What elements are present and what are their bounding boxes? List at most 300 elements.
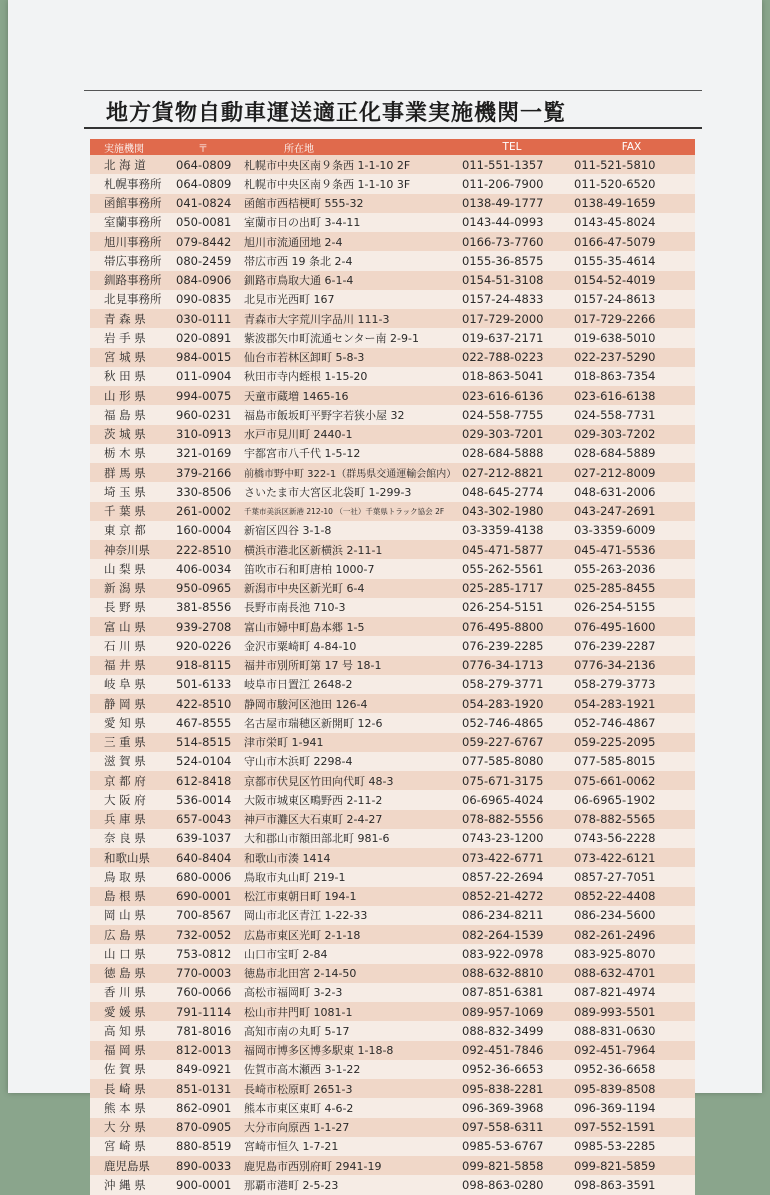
- cell-fax: 055-263-2036: [568, 559, 695, 578]
- cell-tel: 045-471-5877: [456, 540, 568, 559]
- table-row: [90, 1021, 695, 1040]
- header-zip: 〒: [176, 139, 244, 155]
- cell-org: 神奈川県: [90, 540, 176, 559]
- cell-fax: 027-212-8009: [568, 463, 695, 482]
- cell-org: 北見事務所: [90, 290, 176, 309]
- cell-tel: 083-922-0978: [456, 944, 568, 963]
- page-title: 地方貨物自動車運送適正化事業実施機関一覧: [106, 101, 567, 126]
- cell-address: 福島市飯坂町平野字若狭小屋 32: [244, 405, 456, 424]
- table-row: [90, 1175, 695, 1194]
- cell-org: 山 口 県: [90, 944, 176, 963]
- cell-tel: 055-262-5561: [456, 559, 568, 578]
- cell-tel: 076-239-2285: [456, 636, 568, 655]
- cell-fax: 0143-45-8024: [568, 213, 695, 232]
- cell-zip: 079-8442: [176, 232, 244, 251]
- cell-zip: 984-0015: [176, 348, 244, 367]
- cell-zip: 700-8567: [176, 906, 244, 925]
- header-fax: FAX: [568, 139, 695, 155]
- cell-address: 青森市大字荒川字品川 111-3: [244, 309, 456, 328]
- cell-tel: 088-832-3499: [456, 1021, 568, 1040]
- cell-fax: 024-558-7731: [568, 405, 695, 424]
- cell-zip: 812-0013: [176, 1041, 244, 1060]
- cell-tel: 0155-36-8575: [456, 251, 568, 270]
- table-row: [90, 444, 695, 463]
- cell-fax: 087-821-4974: [568, 983, 695, 1002]
- cell-address: 富山市婦中町島本郷 1-5: [244, 617, 456, 636]
- cell-zip: 890-0033: [176, 1156, 244, 1175]
- table-row: [90, 251, 695, 270]
- cell-zip: 011-0904: [176, 367, 244, 386]
- cell-fax: 0857-27-7051: [568, 867, 695, 886]
- cell-org: 大 阪 府: [90, 790, 176, 809]
- cell-fax: 075-661-0062: [568, 771, 695, 790]
- cell-address: 新宿区四谷 3-1-8: [244, 521, 456, 540]
- cell-org: 長 野 県: [90, 598, 176, 617]
- cell-org: 福 井 県: [90, 656, 176, 675]
- cell-address: 紫波郡矢巾町流通センター南 2-9-1: [244, 328, 456, 347]
- cell-tel: 029-303-7201: [456, 425, 568, 444]
- cell-zip: 467-8555: [176, 713, 244, 732]
- cell-zip: 222-8510: [176, 540, 244, 559]
- cell-fax: 045-471-5536: [568, 540, 695, 559]
- cell-zip: 064-0809: [176, 155, 244, 174]
- cell-org: 和歌山県: [90, 848, 176, 867]
- cell-fax: 083-925-8070: [568, 944, 695, 963]
- cell-zip: 640-8404: [176, 848, 244, 867]
- table-header-row: [90, 139, 695, 155]
- cell-tel: 0154-51-3108: [456, 271, 568, 290]
- cell-org: 奈 良 県: [90, 829, 176, 848]
- table-row: [90, 290, 695, 309]
- cell-fax: 06-6965-1902: [568, 790, 695, 809]
- cell-zip: 753-0812: [176, 944, 244, 963]
- table-row: [90, 405, 695, 424]
- cell-fax: 017-729-2266: [568, 309, 695, 328]
- cell-tel: 082-264-1539: [456, 925, 568, 944]
- cell-tel: 018-863-5041: [456, 367, 568, 386]
- table-row: [90, 848, 695, 867]
- cell-org: 茨 城 県: [90, 425, 176, 444]
- cell-tel: 0166-73-7760: [456, 232, 568, 251]
- table-row: [90, 155, 695, 174]
- table-row: [90, 1098, 695, 1117]
- cell-address: 札幌市中央区南９条西 1-1-10 2F: [244, 155, 456, 174]
- cell-address: 山口市宝町 2-84: [244, 944, 456, 963]
- cell-address: 室蘭市日の出町 3-4-11: [244, 213, 456, 232]
- cell-tel: 017-729-2000: [456, 309, 568, 328]
- cell-tel: 086-234-8211: [456, 906, 568, 925]
- cell-org: 青 森 県: [90, 309, 176, 328]
- cell-tel: 011-551-1357: [456, 155, 568, 174]
- cell-org: 大 分 県: [90, 1118, 176, 1137]
- table-row: [90, 309, 695, 328]
- table-row: [90, 213, 695, 232]
- cell-address: 鳥取市丸山町 219-1: [244, 867, 456, 886]
- cell-zip: 732-0052: [176, 925, 244, 944]
- cell-tel: 026-254-5151: [456, 598, 568, 617]
- cell-fax: 0743-56-2228: [568, 829, 695, 848]
- cell-address: 天童市蔵増 1465-16: [244, 386, 456, 405]
- cell-address: 大和郡山市額田部北町 981-6: [244, 829, 456, 848]
- cell-fax: 011-521-5810: [568, 155, 695, 174]
- cell-org: 函館事務所: [90, 194, 176, 213]
- cell-address: 名古屋市瑞穂区新開町 12-6: [244, 713, 456, 732]
- cell-zip: 939-2708: [176, 617, 244, 636]
- cell-fax: 059-225-2095: [568, 733, 695, 752]
- cell-address: 鹿児島市西別府町 2941-19: [244, 1156, 456, 1175]
- document-page: [8, 0, 762, 1192]
- cell-org: 宮 城 県: [90, 348, 176, 367]
- cell-tel: 098-863-0280: [456, 1175, 568, 1194]
- cell-fax: 043-247-2691: [568, 502, 695, 521]
- cell-zip: 781-8016: [176, 1021, 244, 1040]
- cell-address: 津市栄町 1-941: [244, 733, 456, 752]
- cell-fax: 052-746-4867: [568, 713, 695, 732]
- table-row: [90, 1156, 695, 1175]
- cell-zip: 851-0131: [176, 1079, 244, 1098]
- cell-zip: 791-1114: [176, 1002, 244, 1021]
- cell-address: 那覇市港町 2-5-23: [244, 1175, 456, 1194]
- cell-address: 仙台市若林区卸町 5-8-3: [244, 348, 456, 367]
- cell-org: 新 潟 県: [90, 579, 176, 598]
- table-row: [90, 867, 695, 886]
- table-row: [90, 636, 695, 655]
- cell-zip: 261-0002: [176, 502, 244, 521]
- header-tel: TEL: [456, 139, 568, 155]
- cell-org: 埼 玉 県: [90, 482, 176, 501]
- cell-zip: 381-8556: [176, 598, 244, 617]
- table-row: [90, 694, 695, 713]
- table-row: [90, 925, 695, 944]
- cell-tel: 097-558-6311: [456, 1118, 568, 1137]
- header-org: 実施機関: [90, 139, 176, 155]
- cell-address: 守山市木浜町 2298-4: [244, 752, 456, 771]
- cell-zip: 422-8510: [176, 694, 244, 713]
- cell-address: さいたま市大宮区北袋町 1-299-3: [244, 482, 456, 501]
- cell-fax: 088-632-4701: [568, 964, 695, 983]
- cell-zip: 501-6133: [176, 675, 244, 694]
- cell-address: 佐賀市高木瀬西 3-1-22: [244, 1060, 456, 1079]
- cell-zip: 041-0824: [176, 194, 244, 213]
- cell-tel: 019-637-2171: [456, 328, 568, 347]
- header-addr: 所在地: [244, 139, 456, 155]
- cell-tel: 011-206-7900: [456, 174, 568, 193]
- cell-org: 熊 本 県: [90, 1098, 176, 1117]
- cell-address: 釧路市鳥取大通 6-1-4: [244, 271, 456, 290]
- cell-zip: 310-0913: [176, 425, 244, 444]
- cell-zip: 920-0226: [176, 636, 244, 655]
- cell-zip: 080-2459: [176, 251, 244, 270]
- cell-tel: 028-684-5888: [456, 444, 568, 463]
- cell-org: 徳 島 県: [90, 964, 176, 983]
- cell-tel: 027-212-8821: [456, 463, 568, 482]
- cell-fax: 019-638-5010: [568, 328, 695, 347]
- cell-org: 岡 山 県: [90, 906, 176, 925]
- table-row: [90, 656, 695, 675]
- cell-tel: 03-3359-4138: [456, 521, 568, 540]
- cell-fax: 097-552-1591: [568, 1118, 695, 1137]
- table-row: [90, 733, 695, 752]
- cell-zip: 524-0104: [176, 752, 244, 771]
- cell-zip: 379-2166: [176, 463, 244, 482]
- cell-org: 富 山 県: [90, 617, 176, 636]
- cell-tel: 043-302-1980: [456, 502, 568, 521]
- cell-zip: 160-0004: [176, 521, 244, 540]
- table-row: [90, 579, 695, 598]
- cell-org: 兵 庫 県: [90, 810, 176, 829]
- cell-address: 松山市井門町 1081-1: [244, 1002, 456, 1021]
- cell-tel: 092-451-7846: [456, 1041, 568, 1060]
- table-row: [90, 367, 695, 386]
- cell-org: 山 梨 県: [90, 559, 176, 578]
- cell-address: 横浜市港北区新横浜 2-11-1: [244, 540, 456, 559]
- table-row: [90, 887, 695, 906]
- table-row: [90, 1041, 695, 1060]
- table-row: [90, 944, 695, 963]
- cell-address: 徳島市北田宮 2-14-50: [244, 964, 456, 983]
- cell-org: 東 京 都: [90, 521, 176, 540]
- cell-fax: 082-261-2496: [568, 925, 695, 944]
- cell-address: 和歌山市湊 1414: [244, 848, 456, 867]
- cell-tel: 095-838-2281: [456, 1079, 568, 1098]
- cell-org: 高 知 県: [90, 1021, 176, 1040]
- cell-zip: 950-0965: [176, 579, 244, 598]
- cell-fax: 028-684-5889: [568, 444, 695, 463]
- cell-address: 大分市向原西 1-1-27: [244, 1118, 456, 1137]
- cell-address: 長崎市松原町 2651-3: [244, 1079, 456, 1098]
- table-row: [90, 194, 695, 213]
- cell-tel: 0776-34-1713: [456, 656, 568, 675]
- table-row: [90, 482, 695, 501]
- cell-zip: 657-0043: [176, 810, 244, 829]
- cell-address: 福岡市博多区博多駅東 1-18-8: [244, 1041, 456, 1060]
- cell-org: 京 都 府: [90, 771, 176, 790]
- cell-address: 広島市東区光町 2-1-18: [244, 925, 456, 944]
- cell-address: 水戸市見川町 2440-1: [244, 425, 456, 444]
- table-row: [90, 829, 695, 848]
- cell-org: 岐 阜 県: [90, 675, 176, 694]
- cell-zip: 960-0231: [176, 405, 244, 424]
- cell-address: 札幌市中央区南９条西 1-1-10 3F: [244, 174, 456, 193]
- table-row: [90, 771, 695, 790]
- table-row: [90, 174, 695, 193]
- cell-zip: 880-8519: [176, 1137, 244, 1156]
- cell-zip: 536-0014: [176, 790, 244, 809]
- table-row: [90, 1079, 695, 1098]
- cell-org: 長 崎 県: [90, 1079, 176, 1098]
- cell-org: 宮 崎 県: [90, 1137, 176, 1156]
- table-row: [90, 271, 695, 290]
- cell-tel: 088-632-8810: [456, 964, 568, 983]
- table-row: [90, 1002, 695, 1021]
- cell-fax: 086-234-5600: [568, 906, 695, 925]
- table-row: [90, 906, 695, 925]
- table-row: [90, 386, 695, 405]
- cell-org: 愛 媛 県: [90, 1002, 176, 1021]
- cell-tel: 048-645-2774: [456, 482, 568, 501]
- cell-zip: 321-0169: [176, 444, 244, 463]
- cell-tel: 023-616-6136: [456, 386, 568, 405]
- cell-fax: 018-863-7354: [568, 367, 695, 386]
- cell-org: 広 島 県: [90, 925, 176, 944]
- cell-fax: 03-3359-6009: [568, 521, 695, 540]
- table-row: [90, 983, 695, 1002]
- cell-org: 北 海 道: [90, 155, 176, 174]
- table-row: [90, 328, 695, 347]
- cell-address: 熊本市東区東町 4-6-2: [244, 1098, 456, 1117]
- cell-fax: 0776-34-2136: [568, 656, 695, 675]
- cell-address: 笛吹市石和町唐柏 1000-7: [244, 559, 456, 578]
- cell-org: 帯広事務所: [90, 251, 176, 270]
- cell-address: 岐阜市日置江 2648-2: [244, 675, 456, 694]
- cell-fax: 076-239-2287: [568, 636, 695, 655]
- table-row: [90, 502, 695, 521]
- cell-fax: 076-495-1600: [568, 617, 695, 636]
- cell-org: 鳥 取 県: [90, 867, 176, 886]
- cell-fax: 0138-49-1659: [568, 194, 695, 213]
- cell-tel: 024-558-7755: [456, 405, 568, 424]
- cell-fax: 0155-35-4614: [568, 251, 695, 270]
- cell-address: 静岡市駿河区池田 126-4: [244, 694, 456, 713]
- cell-zip: 090-0835: [176, 290, 244, 309]
- cell-address: 北見市光西町 167: [244, 290, 456, 309]
- cell-tel: 078-882-5556: [456, 810, 568, 829]
- cell-zip: 330-8506: [176, 482, 244, 501]
- cell-address: 新潟市中央区新光町 6-4: [244, 579, 456, 598]
- cell-fax: 089-993-5501: [568, 1002, 695, 1021]
- cell-address: 高松市福岡町 3-2-3: [244, 983, 456, 1002]
- cell-org: 静 岡 県: [90, 694, 176, 713]
- agency-table: [90, 139, 695, 1195]
- cell-org: 愛 知 県: [90, 713, 176, 732]
- cell-tel: 0857-22-2694: [456, 867, 568, 886]
- cell-address: 千葉市美浜区新港 212-10 （一社）千葉県トラック協会 2F: [244, 502, 456, 521]
- table-row: [90, 521, 695, 540]
- cell-fax: 088-831-0630: [568, 1021, 695, 1040]
- cell-org: 釧路事務所: [90, 271, 176, 290]
- table-row: [90, 559, 695, 578]
- cell-tel: 0157-24-4833: [456, 290, 568, 309]
- table-row: [90, 752, 695, 771]
- cell-org: 福 岡 県: [90, 1041, 176, 1060]
- cell-tel: 06-6965-4024: [456, 790, 568, 809]
- cell-tel: 089-957-1069: [456, 1002, 568, 1021]
- cell-fax: 095-839-8508: [568, 1079, 695, 1098]
- cell-org: 三 重 県: [90, 733, 176, 752]
- cell-tel: 0985-53-6767: [456, 1137, 568, 1156]
- table-row: [90, 348, 695, 367]
- cell-tel: 099-821-5858: [456, 1156, 568, 1175]
- cell-address: 高知市南の丸町 5-17: [244, 1021, 456, 1040]
- table-row: [90, 540, 695, 559]
- cell-zip: 849-0921: [176, 1060, 244, 1079]
- cell-fax: 099-821-5859: [568, 1156, 695, 1175]
- cell-fax: 025-285-8455: [568, 579, 695, 598]
- table-row: [90, 232, 695, 251]
- table-row: [90, 713, 695, 732]
- title-rule-bottom: [84, 127, 702, 129]
- cell-zip: 862-0901: [176, 1098, 244, 1117]
- cell-tel: 022-788-0223: [456, 348, 568, 367]
- cell-zip: 770-0003: [176, 964, 244, 983]
- cell-address: 函館市西桔梗町 555-32: [244, 194, 456, 213]
- cell-fax: 048-631-2006: [568, 482, 695, 501]
- cell-org: 沖 縄 県: [90, 1175, 176, 1194]
- cell-tel: 0852-21-4272: [456, 887, 568, 906]
- cell-org: 香 川 県: [90, 983, 176, 1002]
- cell-org: 山 形 県: [90, 386, 176, 405]
- cell-zip: 639-1037: [176, 829, 244, 848]
- cell-org: 群 馬 県: [90, 463, 176, 482]
- table-row: [90, 1118, 695, 1137]
- cell-fax: 058-279-3773: [568, 675, 695, 694]
- cell-fax: 026-254-5155: [568, 598, 695, 617]
- cell-tel: 0138-49-1777: [456, 194, 568, 213]
- cell-zip: 900-0001: [176, 1175, 244, 1194]
- table-row: [90, 675, 695, 694]
- cell-org: 千 葉 県: [90, 502, 176, 521]
- cell-zip: 050-0081: [176, 213, 244, 232]
- table-row: [90, 1137, 695, 1156]
- cell-tel: 059-227-6767: [456, 733, 568, 752]
- cell-zip: 680-0006: [176, 867, 244, 886]
- cell-zip: 690-0001: [176, 887, 244, 906]
- cell-tel: 0143-44-0993: [456, 213, 568, 232]
- table-row: [90, 463, 695, 482]
- cell-zip: 612-8418: [176, 771, 244, 790]
- cell-tel: 087-851-6381: [456, 983, 568, 1002]
- cell-tel: 075-671-3175: [456, 771, 568, 790]
- cell-fax: 0154-52-4019: [568, 271, 695, 290]
- cell-fax: 092-451-7964: [568, 1041, 695, 1060]
- cell-fax: 023-616-6138: [568, 386, 695, 405]
- cell-address: 神戸市灘区大石東町 2-4-27: [244, 810, 456, 829]
- cell-address: 長野市南長池 710-3: [244, 598, 456, 617]
- cell-address: 京都市伏見区竹田向代町 48-3: [244, 771, 456, 790]
- cell-fax: 0166-47-5079: [568, 232, 695, 251]
- cell-tel: 096-369-3968: [456, 1098, 568, 1117]
- table-row: [90, 810, 695, 829]
- cell-zip: 064-0809: [176, 174, 244, 193]
- cell-org: 札幌事務所: [90, 174, 176, 193]
- table-row: [90, 964, 695, 983]
- cell-org: 佐 賀 県: [90, 1060, 176, 1079]
- cell-tel: 0743-23-1200: [456, 829, 568, 848]
- cell-address: 金沢市粟崎町 4-84-10: [244, 636, 456, 655]
- cell-fax: 0852-22-4408: [568, 887, 695, 906]
- cell-fax: 0157-24-8613: [568, 290, 695, 309]
- cell-zip: 918-8115: [176, 656, 244, 675]
- cell-org: 栃 木 県: [90, 444, 176, 463]
- cell-zip: 406-0034: [176, 559, 244, 578]
- cell-zip: 514-8515: [176, 733, 244, 752]
- cell-fax: 0952-36-6658: [568, 1060, 695, 1079]
- cell-fax: 098-863-3591: [568, 1175, 695, 1194]
- cell-address: 前橋市野中町 322-1（群馬県交通運輸会館内）: [244, 463, 456, 482]
- table-row: [90, 598, 695, 617]
- cell-org: 旭川事務所: [90, 232, 176, 251]
- cell-address: 秋田市寺内蛭根 1-15-20: [244, 367, 456, 386]
- table-row: [90, 790, 695, 809]
- cell-address: 岡山市北区青江 1-22-33: [244, 906, 456, 925]
- cell-address: 帯広市西 19 条北 2-4: [244, 251, 456, 270]
- cell-org: 石 川 県: [90, 636, 176, 655]
- cell-org: 岩 手 県: [90, 328, 176, 347]
- cell-address: 宮崎市恒久 1-7-21: [244, 1137, 456, 1156]
- cell-fax: 073-422-6121: [568, 848, 695, 867]
- cell-tel: 076-495-8800: [456, 617, 568, 636]
- cell-fax: 054-283-1921: [568, 694, 695, 713]
